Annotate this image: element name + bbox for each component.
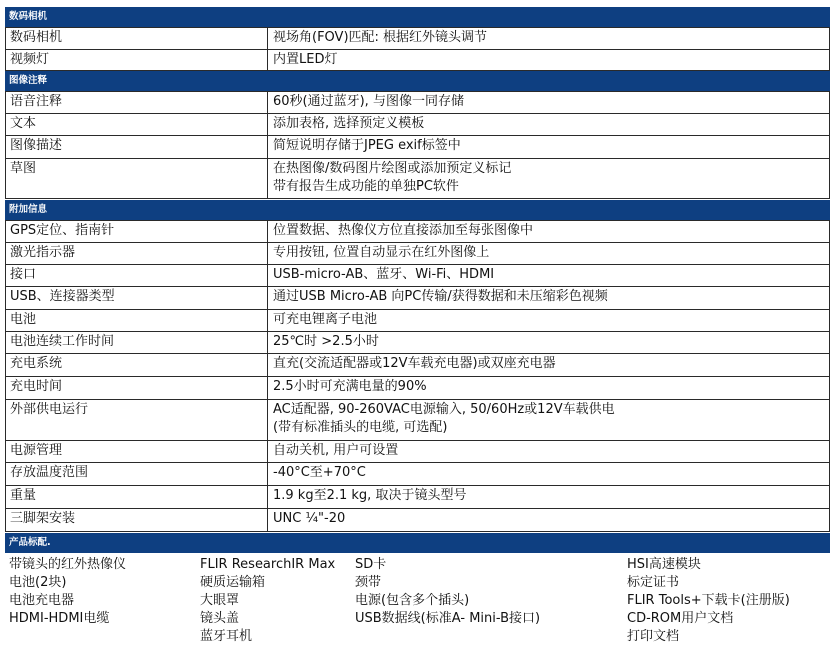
package-item: 电池(2块) (9, 575, 67, 590)
spec-value: 60秒(通过蓝牙), 与图像一同存储 (273, 94, 464, 109)
package-item: HDMI-HDMI电缆 (9, 611, 110, 626)
spec-row (5, 49, 830, 71)
package-column-4 (627, 556, 790, 646)
package-item: 硬质运输箱 (200, 575, 266, 590)
package-column-2 (200, 556, 335, 646)
spec-label: 外部供电运行 (6, 400, 268, 440)
spec-value: -40°C至+70°C (273, 465, 366, 480)
package-item: 颈带 (355, 575, 382, 590)
spec-value: 简短说明存储于JPEG exif标签中 (273, 138, 461, 153)
package-item: 电池充电器 (9, 593, 75, 608)
spec-row (5, 91, 830, 114)
spec-value: AC适配器, 90-260VAC电源输入, 50/60Hz或12V车载供电 (带有标准插头的电缆, 可选配) (273, 402, 615, 435)
spec-row (5, 286, 830, 310)
spec-value: 通过USB Micro-AB 向PC传输/获得数据和未压缩彩色视频 (273, 289, 608, 304)
package-item: 大眼罩 (200, 593, 240, 608)
spec-value: 2.5小时可充满电量的90% (273, 379, 427, 394)
package-item: 标定证书 (627, 575, 680, 590)
spec-row (5, 113, 830, 136)
spec-value: 自动关机, 用户可设置 (273, 443, 399, 458)
spec-value: 直充(交流适配器或12V车载充电器)或双座充电器 (273, 356, 556, 371)
spec-value: 视场角(FOV)匹配: 根据红外镜头调节 (273, 30, 488, 45)
package-item: FLIR Tools+下载卡(注册版) (627, 593, 790, 608)
spec-label: 数码相机 (6, 28, 268, 49)
spec-label: 电池 (6, 310, 268, 331)
spec-row (5, 485, 830, 509)
spec-label: 图像描述 (6, 136, 268, 158)
spec-value: 添加表格, 选择预定义模板 (273, 116, 425, 131)
spec-label: 电源管理 (6, 441, 268, 462)
spec-row (5, 462, 830, 486)
spec-value: UNC ¼"-20 (273, 511, 346, 526)
spec-value: USB-micro-AB、蓝牙、Wi-Fi、HDMI (273, 267, 495, 282)
package-item: 带镜头的红外热像仪 (9, 557, 127, 572)
spec-row (5, 353, 830, 377)
spec-value: 1.9 kg至2.1 kg, 取决于镜头型号 (273, 488, 467, 503)
package-item: 镜头盖 (200, 611, 240, 626)
package-item: CD-ROM用户文档 (627, 611, 734, 626)
package-item: FLIR ResearchIR Max (200, 557, 336, 572)
spec-value: 25℃时 >2.5小时 (273, 334, 379, 349)
spec-row (5, 399, 830, 441)
section-header-digital-camera: 数码相机 (5, 7, 830, 27)
spec-row (5, 220, 830, 243)
section-header-image-annotation: 图像注释 (5, 71, 830, 91)
spec-row (5, 264, 830, 287)
package-item: USB数据线(标准A- Mini-B接口) (355, 611, 541, 626)
spec-label: 接口 (6, 265, 268, 286)
spec-value: 可充电锂离子电池 (273, 312, 378, 327)
spec-label: 三脚架安装 (6, 509, 268, 531)
spec-label: 电池连续工作时间 (6, 332, 268, 353)
package-column-3 (355, 556, 540, 628)
spec-label: USB、连接器类型 (6, 287, 268, 309)
spec-label: GPS定位、指南针 (6, 221, 268, 242)
spec-label: 激光指示器 (6, 243, 268, 264)
spec-label: 重量 (6, 486, 268, 508)
spec-row (5, 309, 830, 332)
spec-label: 草图 (6, 159, 268, 198)
spec-row (5, 331, 830, 354)
spec-label: 充电系统 (6, 354, 268, 376)
package-item: HSI高速模块 (627, 557, 701, 572)
section-header-additional-info: 附加信息 (5, 200, 830, 220)
spec-label: 存放温度范围 (6, 463, 268, 485)
spec-value: 专用按钮, 位置自动显示在红外图像上 (273, 245, 490, 260)
spec-label: 语音注释 (6, 92, 268, 113)
spec-row (5, 135, 830, 159)
package-item: 蓝牙耳机 (200, 629, 253, 644)
package-item: 打印文档 (627, 629, 680, 644)
spec-label: 视频灯 (6, 50, 268, 70)
section-header-package-contents: 产品标配. (5, 533, 830, 553)
spec-label: 充电时间 (6, 377, 268, 399)
spec-row (5, 376, 830, 400)
package-item: SD卡 (355, 557, 387, 572)
spec-row (5, 242, 830, 265)
spec-row (5, 440, 830, 463)
spec-value: 在热图像/数码图片绘图或添加预定义标记 带有报告生成功能的单独PC软件 (273, 161, 512, 194)
spec-row (5, 158, 830, 199)
spec-row (5, 27, 830, 50)
package-column-1 (9, 556, 126, 628)
spec-row (5, 508, 830, 532)
spec-label: 文本 (6, 114, 268, 135)
package-item: 电源(包含多个插头) (355, 593, 470, 608)
spec-value: 内置LED灯 (273, 52, 338, 67)
spec-value: 位置数据、热像仪方位直接添加至每张图像中 (273, 223, 534, 238)
